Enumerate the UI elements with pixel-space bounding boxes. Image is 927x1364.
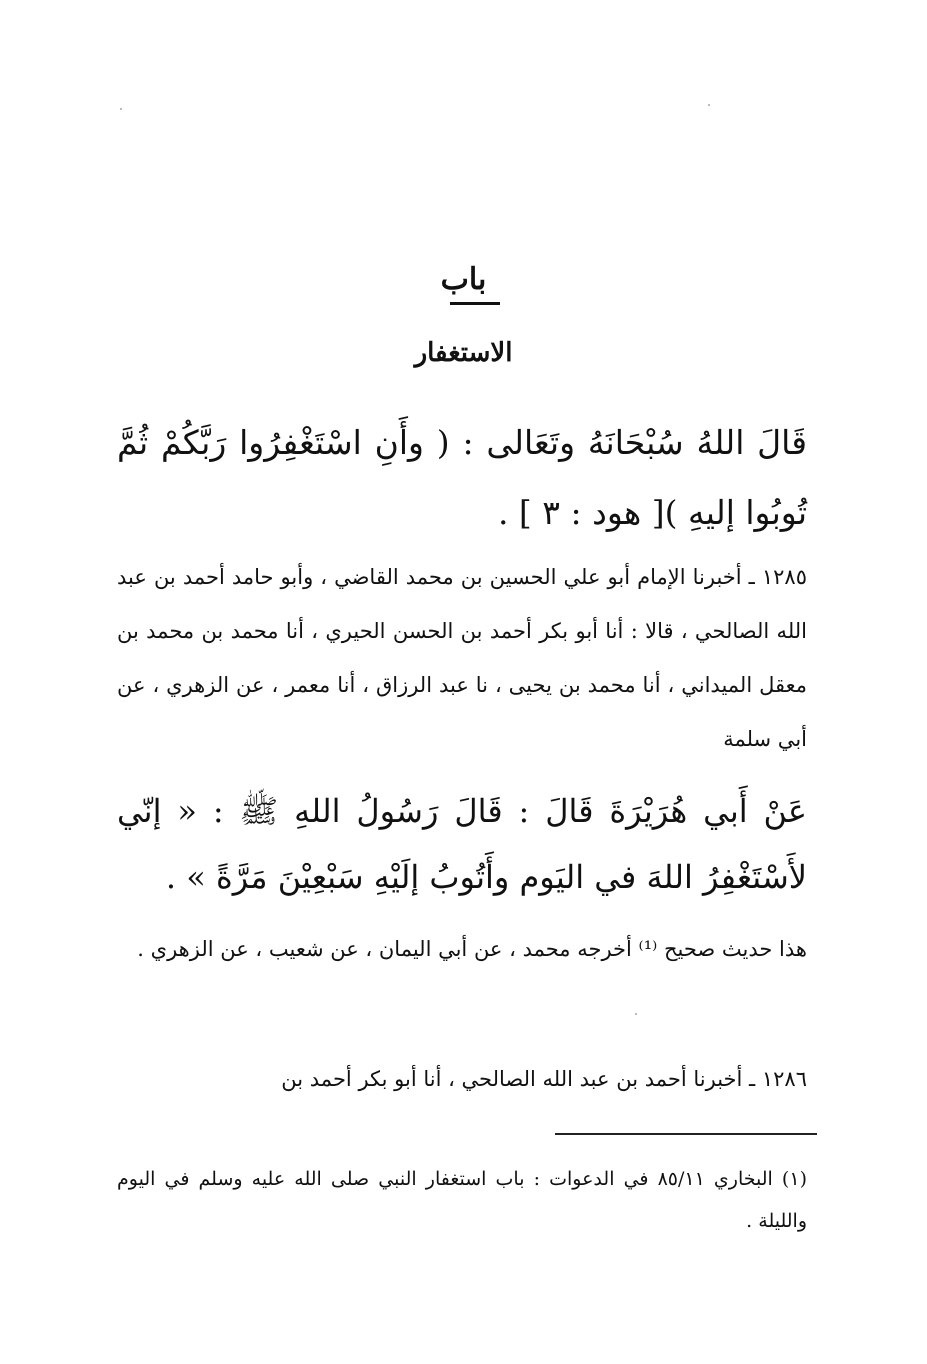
scan-speck (120, 108, 122, 110)
chapter-heading: باب (440, 262, 487, 297)
hadith-grading: هذا حديث صحيح ⁽¹⁾ أخرجه محمد ، عن أبي اليمان ، عن شعيب ، عن الزهري . (137, 937, 807, 961)
footnote-separator (555, 1133, 817, 1135)
quran-verse: قَالَ اللهُ سُبْحَانَهُ وتَعَالى : ( وأَنِ اسْتَغْفِرُوا رَبَّكُمْ ثُمَّ تُوبُوا إليهِ )[ هود : ٣ ] . (117, 423, 807, 532)
heading-underline (450, 302, 500, 305)
scan-speck (635, 1013, 637, 1015)
scan-speck (708, 104, 710, 106)
footnote: (١) البخاري ٨٥/١١ في الدعوات : باب استغفار النبي صلى الله عليه وسلم في اليوم والليلة . (117, 1168, 807, 1232)
narration-1285: ١٢٨٥ ـ أخبرنا الإمام أبو علي الحسين بن محمد القاضي ، وأبو حامد أحمد بن عبد الله الصالحي ، قالا : أنا أبو بكر أحمد بن الحسن الحيري ، أنا محمد بن محمد بن معقل الميداني ، أنا محمد بن يحيى ، نا عبد الرزاق ، أنا معمر ، عن الزهري ، عن أبي سلمة (117, 565, 807, 751)
chapter-subheading: الاستغفار (414, 338, 513, 368)
hadith-text: عَنْ أَبي هُرَيْرَةَ قَالَ : قَالَ رَسُولُ اللهِ ﷺ : « إنّي لأَسْتَغْفِرُ اللهَ في اليَوم وأَتُوبُ إلَيْهِ سَبْعِيْنَ مَرَّةً » . (117, 792, 807, 896)
narration-1286: ١٢٨٦ ـ أخبرنا أحمد بن عبد الله الصالحي ، أنا أبو بكر أحمد بن (281, 1067, 807, 1091)
